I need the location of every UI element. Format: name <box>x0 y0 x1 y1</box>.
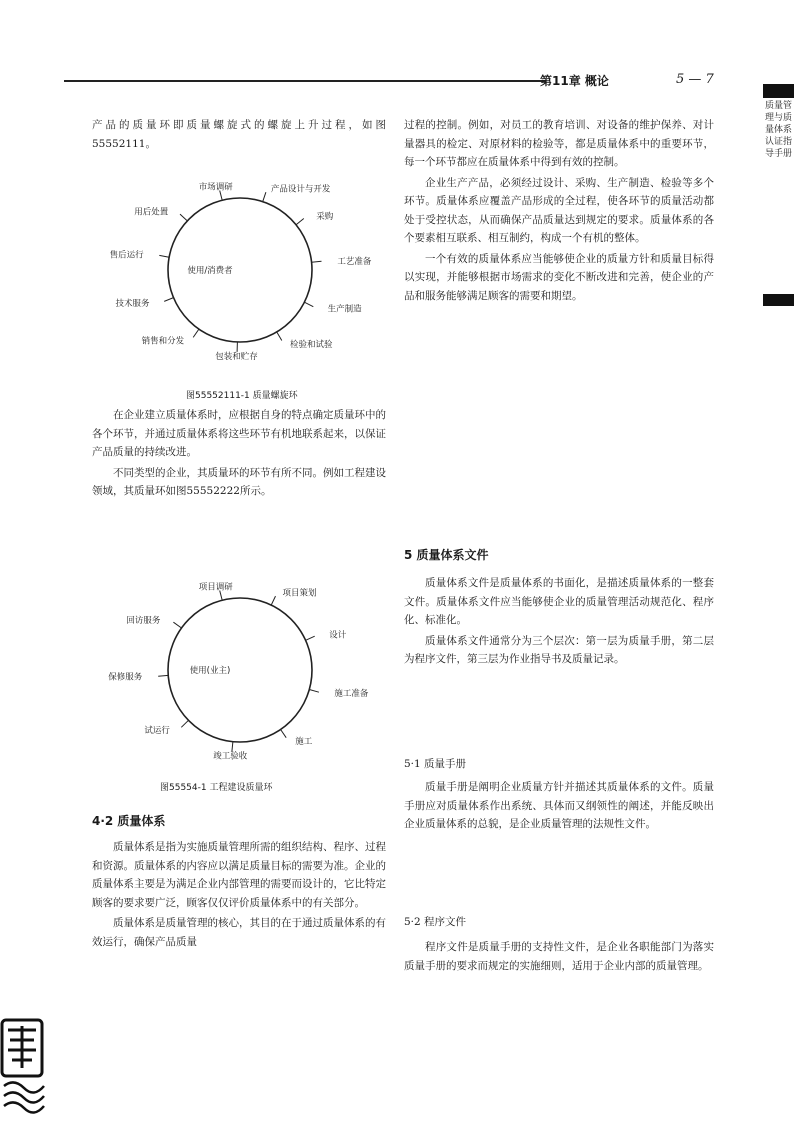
loop-tick <box>164 298 173 302</box>
paragraph: 质量体系文件是质量体系的书面化，是描述质量体系的一整套文件。质量体系文件应当能够使企业的质量管理活动规范化、程序化、标准化。 <box>404 577 714 626</box>
paragraph: 程序文件是质量手册的支持性文件，是企业各职能部门为落实质量手册的要求而规定的实施细则，适用于企业内部的质量管理。 <box>404 941 714 972</box>
paragraph: 企业生产产品，必须经过设计、采购、生产制造、检验等多个环节。质量体系应覆盖产品形成的全过程，使各环节的质量活动都处于受控状态，从而确保产品质量达到规定的要求。质量体系的各个要素相互联系、相互制约，构成一个有机的整体。 <box>404 176 714 244</box>
loop-tick <box>173 622 181 628</box>
construction-loop-svg <box>92 570 386 770</box>
loop-label: 销售和分发 <box>141 336 185 347</box>
loop-tick <box>312 261 322 262</box>
loop-label: 施工准备 <box>334 689 369 700</box>
loop-tick <box>281 730 287 738</box>
loop-tick <box>309 690 319 693</box>
section-heading-5: 5 质量体系文件 <box>404 548 489 562</box>
loop-label: 售后运行 <box>109 250 144 261</box>
loop-label: 项目策划 <box>282 588 317 599</box>
loop-tick <box>232 742 233 752</box>
loop-label: 技术服务 <box>115 298 150 309</box>
right-body-4 <box>404 938 714 977</box>
edge-index-text: 质量管理与质量体系认证指导手册 <box>765 101 793 159</box>
section-heading-4-2: 4·2 质量体系 <box>92 814 166 828</box>
loop-label: 项目调研 <box>198 582 233 593</box>
figure-quality-loop <box>92 170 386 370</box>
stamp-graphic <box>0 1016 46 1116</box>
running-title: 第11章 概论 <box>540 74 609 88</box>
loop-label: 保修服务 <box>108 672 143 683</box>
figure2-caption: 图55554-1 工程建设质量环 <box>160 783 273 793</box>
loop-tick <box>306 636 315 640</box>
loop-tick <box>263 192 266 202</box>
loop-tick <box>159 255 169 257</box>
loop-label: 检验和试验 <box>290 340 333 350</box>
paragraph: 不同类型的企业，其质量环的环节有所不同。例如工程建设领域，其质量环如图55552222所示。 <box>92 466 386 497</box>
paragraph: 产品的质量环即质量螺旋式的螺旋上升过程，如图55552111。 <box>92 119 386 150</box>
edge-index-tab <box>763 84 794 98</box>
loop-label: 施工 <box>295 737 313 747</box>
subsection-heading-5-1: 5·1 质量手册 <box>404 758 467 770</box>
loop-label: 市场调研 <box>198 182 233 193</box>
paragraph: 质量体系文件通常分为三个层次：第一层为质量手册，第二层为程序文件，第三层为作业指导书及质量记录。 <box>404 634 714 665</box>
loop-label: 产品设计与开发 <box>270 184 331 195</box>
paragraph: 在企业建立质量体系时，应根据自身的特点确定质量环中的各个环节，并通过质量体系将这些环节有机地联系起来，以保证产品质量的持续改进。 <box>92 409 386 458</box>
loop-tick <box>158 675 168 676</box>
loop-tick <box>277 332 282 341</box>
loop-tick <box>193 329 199 337</box>
page-number: 5 — 7 <box>676 72 714 87</box>
figure1-caption: 图55552111-1 质量螺旋环 <box>186 391 298 401</box>
loop-label: 生产制造 <box>327 304 362 315</box>
quality-loop-svg <box>92 170 386 370</box>
loop-tick <box>271 596 275 605</box>
figure-construction-loop <box>92 570 386 770</box>
loop-label: 试运行 <box>144 726 170 737</box>
loop-labels <box>110 182 372 362</box>
loop-label: 包装和贮存 <box>215 351 258 362</box>
header-rule <box>64 80 546 82</box>
left-body-1 <box>92 406 386 503</box>
loop-label: 回访服务 <box>126 615 161 626</box>
loop-label: 竣工验收 <box>213 751 248 762</box>
loop-label: 采购 <box>316 212 334 222</box>
edge-index-tab-bottom <box>763 294 794 306</box>
left-intro <box>92 116 386 155</box>
loop-tick <box>180 214 187 221</box>
right-body-3 <box>404 778 714 836</box>
loop-center-label: 使用(业主) <box>189 666 231 676</box>
loop-label: 设计 <box>329 630 347 641</box>
loop-label: 工艺准备 <box>337 256 372 267</box>
right-body-2 <box>404 574 714 671</box>
paragraph: 质量体系是指为实施质量管理所需的组织结构、程序、过程和资源。质量体系的内容应以满足质量目标的需要为准。企业的质量体系主要是为满足企业内部管理的需要而设计的，它比特定顾客的要求要广泛，顾客仅仅评价质量体系中的有关部分。 <box>92 841 386 909</box>
loop-center-label: 使用/消费者 <box>187 266 233 276</box>
loop-ticks <box>159 191 321 352</box>
loop-tick <box>181 720 188 727</box>
loop-labels <box>108 583 369 762</box>
loop-tick <box>304 302 313 307</box>
paragraph: 质量体系是质量管理的核心，其目的在于通过质量体系的有效运行，确保产品质量 <box>92 917 386 948</box>
paragraph: 过程的控制。例如，对员工的教育培训、对设备的维护保养、对计量器具的检定、对原材料的检验等，都是质量体系中的重要环节，每一个环节都应在质量体系中得到有效的控制。 <box>404 119 714 168</box>
library-stamp <box>0 1016 46 1116</box>
loop-tick <box>296 219 304 225</box>
loop-ticks <box>158 591 319 752</box>
paragraph: 质量手册是阐明企业质量方针并描述其质量体系的文件。质量手册应对质量体系作出系统、具体而又纲领性的阐述，并能反映出企业质量体系的总貌，是企业质量管理的法规性文件。 <box>404 781 714 830</box>
left-body-2 <box>92 838 386 953</box>
subsection-heading-5-2: 5·2 程序文件 <box>404 916 467 928</box>
right-body-1 <box>404 116 714 307</box>
loop-label: 用后处置 <box>134 207 169 218</box>
paragraph: 一个有效的质量体系应当能够使企业的质量方针和质量目标得以实现，并能够根据市场需求的变化不断改进和完善，使企业的产品和服务能够满足顾客的需要和期望。 <box>404 252 714 302</box>
